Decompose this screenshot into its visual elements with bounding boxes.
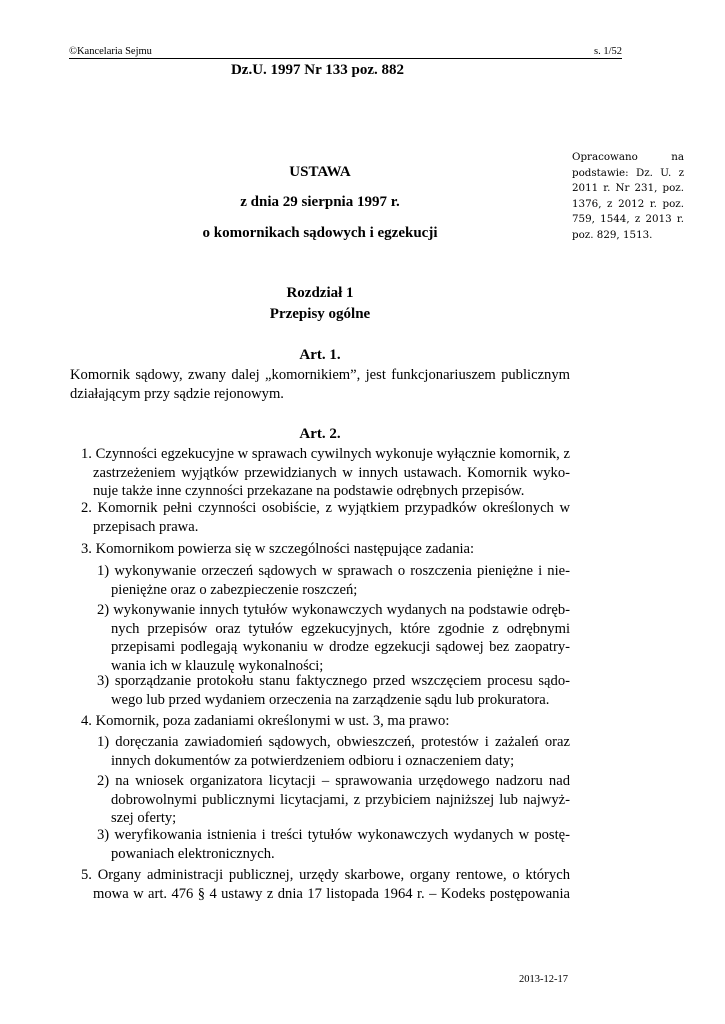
- paragraph-2: [81, 499, 570, 536]
- publication-reference: Dz.U. 1997 Nr 133 poz. 882: [230, 62, 405, 78]
- side-note: [572, 150, 684, 243]
- text-line: 3. Komornikom powierza się w szczególności następujące zadania:: [81, 541, 475, 557]
- text-line: przepisach prawa.: [93, 518, 199, 535]
- paragraph-1: [81, 445, 570, 501]
- text-line: wania ich w klauzulę wykonalności;: [111, 657, 324, 674]
- paragraph-4: [81, 712, 570, 731]
- page-number: s. 1/52: [593, 46, 622, 57]
- text-line: działającym przy sądzie rejonowym.: [70, 385, 284, 402]
- text-line: dobrowolnymi publicznymi licytacjami, z przybiciem najniższej lub najwyż-: [111, 791, 570, 808]
- text-line: innych dokumentów za potwierdzeniem odbioru i oznaczeniem daty;: [111, 752, 515, 769]
- text-line: wego lub przed wydaniem orzeczenia na zarządzenie sądu lub prokuratora.: [111, 691, 550, 708]
- act-date: z dnia 29 sierpnia 1997 r.: [240, 194, 400, 210]
- item-4-2: [97, 772, 570, 828]
- article-1-heading: Art. 1.: [299, 347, 341, 363]
- paragraph-3: [81, 540, 570, 559]
- header-source: ©Kancelaria Sejmu: [69, 46, 152, 57]
- side-note-line: poz. 829, 1513.: [572, 228, 653, 241]
- item-3-2: [97, 601, 570, 675]
- item-3-3: [97, 672, 570, 709]
- side-note-line: Opracowano na: [572, 151, 684, 163]
- paragraph-5: [81, 866, 570, 903]
- item-3-1: [97, 562, 570, 599]
- text-line: 2) wykonywanie innych tytułów wykonawczych wydanych na podstawie odręb-: [97, 602, 570, 618]
- text-line: 4. Komornik, poza zadaniami określonymi w ust. 3, ma prawo:: [81, 713, 450, 729]
- text-line: 2) na wniosek organizatora licytacji – sprawowania urzędowego nadzoru nad: [97, 773, 570, 789]
- item-4-1: [97, 733, 570, 770]
- page-header: [69, 46, 622, 59]
- side-note-line: 2011 r. Nr 231, poz.: [572, 182, 684, 194]
- text-line: nych przepisów oraz tytułów egzekucyjnych, które zgodnie z odrębnymi: [111, 620, 570, 637]
- text-line: mowa w art. 476 § 4 ustawy z dnia 17 listopada 1964 r. – Kodeks postępowania: [93, 885, 570, 902]
- text-line: 3) sporządzanie protokołu stanu faktycznego przed wszczęciem procesu sądo-: [97, 673, 570, 689]
- text-line: 1) doręczania zawiadomień sądowych, obwieszczeń, protestów i zażaleń oraz: [97, 734, 570, 750]
- text-line: przepisami podlegają wykonaniu w drodze egzekucji sądowej bez zaopatry-: [111, 639, 570, 655]
- chapter-number: Rozdział 1: [286, 285, 354, 301]
- article-1-text: [70, 366, 570, 403]
- text-line: nuje także inne czynności przekazane na podstawie odrębnych przepisów.: [93, 483, 525, 499]
- text-line: pieniężne oraz o zabezpieczenie roszczeń;: [111, 581, 358, 598]
- side-note-line: podstawie: Dz. U. z: [572, 166, 684, 179]
- text-line: Komornik sądowy, zwany dalej „komornikiem”, jest funkcjonariuszem publicznym: [70, 367, 570, 383]
- side-note-line: 759, 1544, z 2013 r.: [572, 213, 684, 225]
- text-line: powaniach elektronicznych.: [111, 845, 275, 862]
- text-line: 5. Organy administracji publicznej, urzędy skarbowe, organy rentowe, o których: [81, 867, 570, 883]
- text-line: 3) weryfikowania istnienia i treści tytułów wykonawczych wydanych w postę-: [97, 827, 570, 843]
- text-line: szej oferty;: [111, 810, 177, 826]
- side-note-line: 1376, z 2012 r. poz.: [572, 197, 684, 210]
- footer-date: 2013-12-17: [519, 974, 568, 985]
- act-type: USTAWA: [289, 164, 351, 180]
- text-line: 1. Czynności egzekucyjne w sprawach cywilnych wykonuje wyłącznie komornik, z: [81, 446, 570, 462]
- chapter-title: Przepisy ogólne: [269, 306, 371, 322]
- text-line: 1) wykonywanie orzeczeń sądowych w sprawach o roszczenia pieniężne i nie-: [97, 563, 570, 579]
- text-line: 2. Komornik pełni czynności osobiście, z wyjątkiem przypadków określonych w: [81, 500, 570, 516]
- text-line: zastrzeżeniem wyjątków przewidzianych w innych ustawach. Komornik wyko-: [93, 464, 570, 481]
- article-2-heading: Art. 2.: [299, 426, 341, 442]
- act-title: o komornikach sądowych i egzekucji: [202, 225, 438, 241]
- item-4-3: [97, 826, 570, 863]
